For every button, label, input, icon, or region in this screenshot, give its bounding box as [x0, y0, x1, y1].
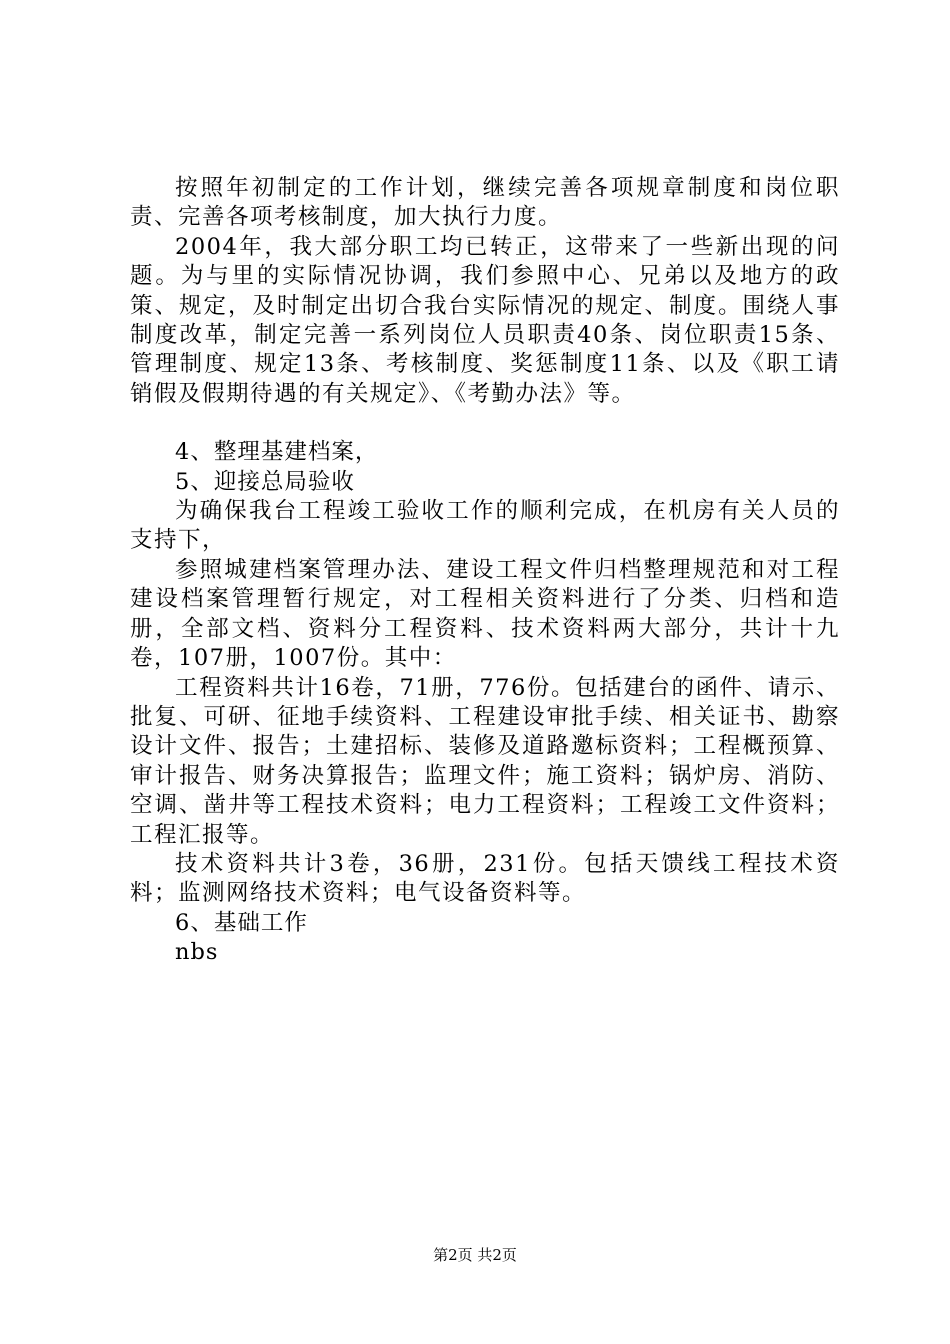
paragraph-archive-summary: 参照城建档案管理办法、建设工程文件归档整理规范和对工程建设档案管理暂行规定，对工程相关资料进行了分类、归档和造册，全部文档、资料分工程资料、技术资料两大部分，共计十九卷，107册，1007份。其中： [130, 556, 840, 672]
paragraph-technical-records: 技术资料共计3卷，36册，231份。包括天馈线工程技术资料；监测网络技术资料；电气设备资料等。 [130, 850, 840, 907]
paragraph-personnel-rules: 2004年，我大部分职工均已转正，这带来了一些新出现的问题。为与里的实际情况协调，我们参照中心、兄弟以及地方的政策、规定，及时制定出切合我台实际情况的规定、制度。围绕人事制度改革，制定完善一系列岗位人员职责40条、岗位职责15条、管理制度、规定13条、考核制度、奖惩制度11条、以及《职工请销假及假期待遇的有关规定》、《考勤办法》等。 [130, 233, 840, 407]
paragraph-acceptance-intro: 为确保我台工程竣工验收工作的顺利完成，在机房有关人员的支持下， [130, 498, 840, 554]
paragraph-engineering-records: 工程资料共计16卷，71册，776份。包括建台的函件、请示、批复、可研、征地手续资料、工程建设审批手续、相关证书、勘察设计文件、报告；土建招标、装修及道路邀标资料；工程概预算、审计报告、财务决算报告；监理文件；施工资料；锅炉房、消防、空调、凿井等工程技术资料；电力工程资料；工程竣工文件资料；工程汇报等。 [130, 674, 840, 848]
paragraph-work-plan: 按照年初制定的工作计划，继续完善各项规章制度和岗位职责、完善各项考核制度，加大执行力度。 [130, 175, 840, 231]
section-heading-5: 5、迎接总局验收 [175, 468, 355, 495]
trailing-text: nbs [175, 939, 219, 966]
document-body [130, 174, 840, 968]
section-heading-6: 6、基础工作 [175, 909, 308, 936]
page-footer: 第2页 共2页 [433, 1246, 517, 1264]
section-heading-4: 4、整理基建档案， [175, 439, 379, 466]
paragraph-spacer [130, 409, 840, 438]
